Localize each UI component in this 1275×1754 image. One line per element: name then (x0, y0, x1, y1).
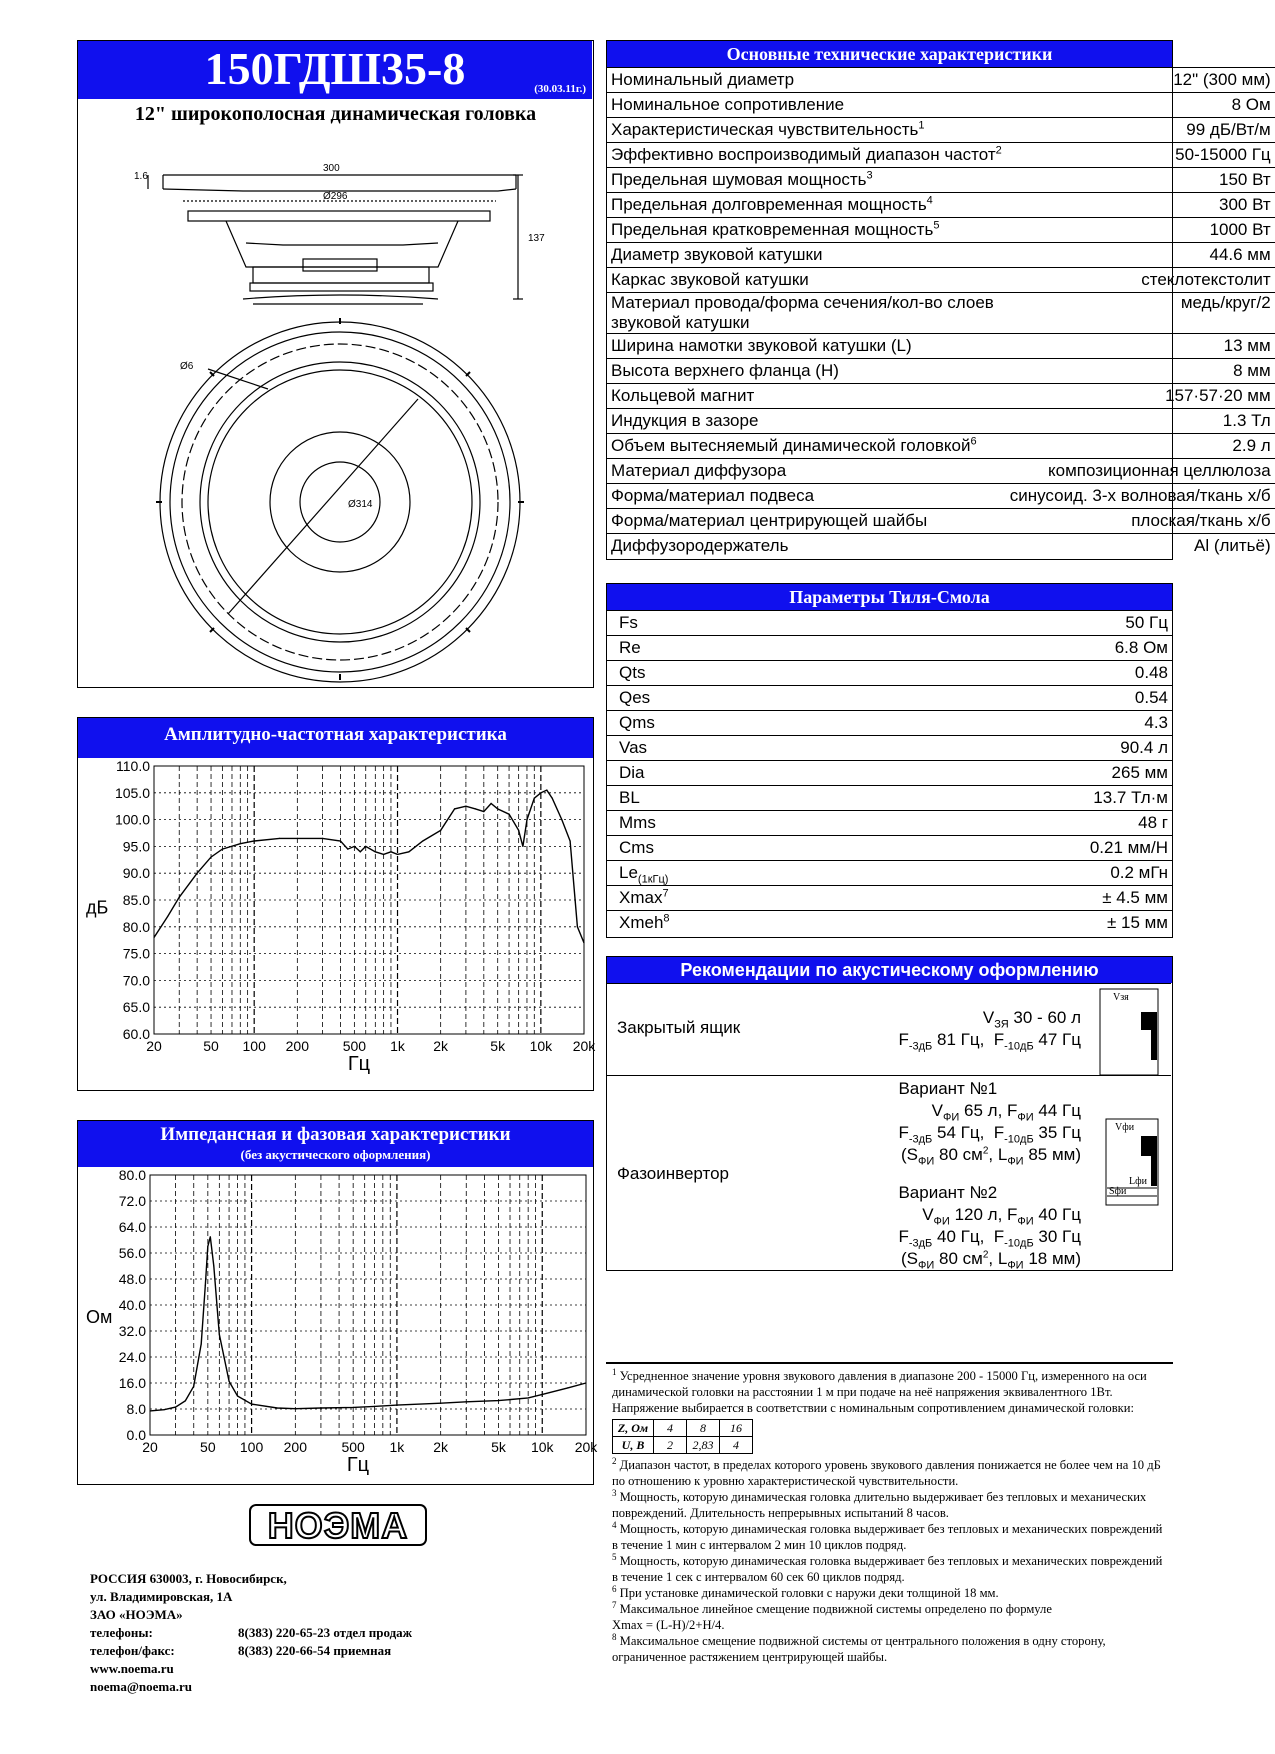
ts-value: 50 Гц (853, 611, 1172, 636)
data-point (440, 1403, 441, 1404)
svg-text:Sфи: Sфи (1109, 1186, 1127, 1197)
fr-title: Амплитудно-частотная характеристика (78, 718, 593, 758)
spec-row (607, 534, 1275, 559)
y-tick-label: 48.0 (118, 1271, 146, 1287)
x-tick-label: 5k (490, 1038, 506, 1054)
data-point (297, 838, 298, 839)
spec-value: 150 Вт (1006, 168, 1275, 193)
data-point (465, 806, 466, 807)
spec-label: Предельная долговременная мощность$^4$ (607, 193, 1006, 218)
data-point (365, 846, 366, 847)
y-tick-label: 100.0 (114, 811, 150, 828)
data-point (219, 1334, 220, 1335)
contact-company: ЗАО «НОЭМА» (90, 1607, 183, 1622)
spec-row (607, 359, 1275, 384)
spec-label: Кольцевой магнит (607, 384, 1006, 409)
ts-row (607, 836, 1172, 861)
y-tick-label: 8.0 (126, 1401, 146, 1417)
specs-table (607, 67, 1275, 558)
ts-row (607, 786, 1172, 811)
data-point (254, 840, 255, 841)
ts-label: Qes (607, 686, 853, 711)
ts-row (607, 886, 1172, 911)
spec-value: стеклотекстолит (1006, 268, 1275, 293)
footnote-5: $^5$ Мощность, которую динамическая головка выдерживает без тепловых и механических повреждений в течение 1 сек с интервалом 60 сек 60 циклов подряд. (612, 1551, 1163, 1584)
y-tick-label: 64.0 (118, 1219, 146, 1235)
logo-text: НОЭМА (267, 1505, 409, 1546)
ts-row (607, 911, 1172, 936)
model-date: (30.03.11г.) (534, 83, 586, 95)
data-point (175, 1406, 176, 1407)
ts-row (607, 636, 1172, 661)
y-tick-label: 0.0 (126, 1427, 146, 1443)
y-tick-label: 60.0 (122, 1026, 150, 1042)
data-point (149, 1410, 150, 1411)
x-tick-label: 5k (491, 1439, 506, 1455)
x-tick-label: 100 (239, 1439, 264, 1455)
contact-phone: телефоны: 8(383) 220-65-23 отдел продаж (90, 1625, 413, 1640)
spec-label: Ширина намотки звуковой катушки (L) (607, 334, 1006, 359)
contact-fax: телефон/факс: 8(383) 220-66-54 приемная (90, 1643, 392, 1658)
spec-row (607, 459, 1275, 484)
data-point (522, 846, 523, 847)
y-tick-label: 65.0 (122, 999, 150, 1016)
y-tick-label: 56.0 (118, 1245, 146, 1261)
spec-label: Предельная кратковременная мощность$^5$ (607, 218, 1006, 243)
y-tick-label: 105.0 (114, 784, 150, 801)
spec-row (607, 68, 1275, 93)
x-tick-label: 20k (572, 1038, 596, 1054)
footnote-1: $^1$ Усредненное значение уровня звукового давления в диапазоне 200 - 15000 Гц, измеренного на оси динамической головки на расстоянии 1 м при подаче на неё напряжения эквивалентного 1Вт. Напряжение выбирается в соответствии с номинальным сопротивлением динамической головки: (612, 1366, 1147, 1415)
drawing-panel (77, 40, 594, 688)
y-tick-label: 40.0 (118, 1297, 146, 1313)
data-point (583, 942, 584, 943)
ts-label: Cms (607, 836, 853, 861)
data-point (542, 1394, 543, 1395)
spec-label: Высота верхнего фланца (H) (607, 359, 1006, 384)
bass-reflex-icon (1105, 1118, 1159, 1208)
data-point (360, 851, 361, 852)
voltage-table: Z, Ом 4 8 16 U, В 2 2,83 4 (612, 1419, 753, 1454)
spec-row (607, 243, 1275, 268)
ts-label: Vas (607, 736, 853, 761)
data-point (193, 1386, 194, 1387)
closed-box-freq: $F_{-3дБ}$ 81 Гц, $F_{-10дБ}$ 47 Гц (898, 1030, 1081, 1053)
imp-subtitle: (без акустического оформления) (240, 1147, 431, 1162)
ts-value: 0.48 (853, 661, 1172, 686)
ts-value: ± 4.5 мм (853, 886, 1172, 911)
data-series-line (154, 790, 584, 943)
dim-hole: Ø6 (180, 361, 194, 372)
spec-value: плоская/ткань х/б (1006, 509, 1275, 534)
y-tick-label: 110.0 (116, 758, 150, 774)
footnote-2: $^2$ Диапазон частот, в пределах которого уровень звукового давления понижается не более чем на 10 дБ по отношению к уровню характеристической чувствительности. (612, 1455, 1161, 1488)
contact-address-1: РОССИЯ 630003, г. Новосибирск, (90, 1571, 287, 1586)
ts-value: 6.8 Ом (853, 636, 1172, 661)
x-tick-label: 1k (389, 1439, 405, 1455)
model-title: 150ГДШ35-8 (204, 43, 466, 94)
data-point (570, 840, 571, 841)
y-tick-label: 85.0 (122, 892, 150, 908)
ts-value: 4.3 (853, 711, 1172, 736)
bass-reflex-section (607, 1075, 1171, 1270)
ts-value: 0.21 мм/Н (853, 836, 1172, 861)
data-point (240, 843, 241, 844)
data-point (340, 840, 341, 841)
svg-text:Vфи: Vфи (1115, 1122, 1135, 1133)
spec-row (607, 334, 1275, 359)
data-point (491, 803, 492, 804)
ts-row (607, 611, 1172, 636)
imp-title: Импедансная и фазовая характеристики (160, 1124, 511, 1145)
x-tick-label: 2k (433, 1038, 449, 1054)
x-tick-label: 2k (433, 1439, 449, 1455)
y-tick-label: 95.0 (122, 838, 150, 855)
data-point (167, 915, 168, 916)
spec-row (607, 484, 1275, 509)
data-point (498, 1400, 499, 1401)
spec-label: Диаметр звуковой катушки (607, 243, 1006, 268)
ts-value: 265 мм (853, 761, 1172, 786)
data-point (577, 926, 578, 927)
contact-block (90, 1570, 510, 1696)
dim-height: 137 (528, 233, 545, 244)
x-tick-label: 200 (283, 1439, 308, 1455)
spec-row (607, 509, 1275, 534)
ts-row (607, 761, 1172, 786)
data-point (205, 1285, 206, 1286)
data-point (197, 873, 198, 874)
footnote-4: $^4$ Мощность, которую динамическая головка выдерживает без тепловых и механических повреждений в течение 1 мин с интервалом 2 мин 10 циклов подряд. (612, 1519, 1163, 1552)
spec-value: 157·57·20 мм (1006, 384, 1275, 409)
spec-row (607, 268, 1275, 293)
model-subtitle: 12" широкополосная динамическая головка (134, 103, 537, 125)
specs-title: Основные технические характеристики (607, 41, 1172, 67)
data-point (277, 1407, 278, 1408)
data-point (561, 819, 562, 820)
spec-value: 12" (300 мм) (1006, 68, 1275, 93)
data-point (546, 790, 547, 791)
data-point (475, 808, 476, 809)
data-point (497, 808, 498, 809)
imp-header (78, 1121, 593, 1167)
ts-value: 0.54 (853, 686, 1172, 711)
data-point (534, 798, 535, 799)
ts-label: Mms (607, 811, 853, 836)
svg-text:Lфи: Lфи (1129, 1176, 1147, 1187)
y-tick-label: 16.0 (118, 1375, 146, 1391)
spec-label: Предельная шумовая мощность$^3$ (607, 168, 1006, 193)
y-axis-label: дБ (86, 897, 109, 918)
data-point (422, 840, 423, 841)
data-point (153, 937, 154, 938)
spec-value: 8 мм (1006, 359, 1275, 384)
x-axis-label: Гц (346, 1454, 370, 1476)
footnote-3: $^3$ Мощность, которую динамическая головка длительно выдерживает без тепловых и механических повреждений. Длительность непрерывных испытаний 8 часов. (612, 1487, 1147, 1520)
spec-label: Объем вытесняемый динамической головкой$^6$ (607, 434, 1006, 459)
x-tick-label: 10k (530, 1439, 554, 1455)
y-tick-label: 90.0 (122, 865, 150, 882)
spec-row (607, 293, 1275, 334)
frequency-response-panel (77, 717, 594, 1091)
data-point (279, 838, 280, 839)
data-point (179, 897, 180, 898)
data-point (528, 1397, 529, 1398)
closed-box-section (607, 983, 1171, 1076)
y-tick-label: 32.0 (118, 1323, 146, 1339)
data-point (163, 1409, 164, 1410)
data-point (201, 1343, 202, 1344)
contact-email[interactable]: noema@noema.ru (90, 1679, 193, 1694)
spec-label: Номинальный диаметр (607, 68, 1006, 93)
variant-2: Вариант №2 $V_{ФИ}$ 120 л, $F_{ФИ}$ 40 Гц $F_{-3дБ}$ 40 Гц, $F_{-10дБ}$ 30 Гц ($S_{ФИ}$ 80 $см^2$, $L_{ФИ}$ 18 мм) (898, 1183, 1081, 1272)
spec-row (607, 143, 1275, 168)
spec-row (607, 193, 1275, 218)
ts-value: 90.4 л (853, 736, 1172, 761)
spec-value: Al (литьё) (1006, 534, 1275, 559)
impedance-panel (77, 1120, 598, 1485)
ts-label: Xmax$^7$ (607, 886, 853, 911)
spec-label: Индукция в зазоре (607, 409, 1006, 434)
closed-box-icon (1099, 988, 1159, 1076)
model-header (78, 41, 592, 99)
data-point (552, 798, 553, 799)
x-tick-label: 1k (390, 1038, 405, 1054)
x-tick-label: 500 (342, 1038, 367, 1054)
spec-label: Характеристическая чувствительность$^1$ (607, 118, 1006, 143)
ts-label: Qts (607, 661, 853, 686)
ts-title: Параметры Тиля-Смола (607, 584, 1172, 610)
data-point (295, 1408, 296, 1409)
data-point (508, 814, 509, 815)
data-point (237, 1395, 238, 1396)
ts-value: 13.7 Тл·м (853, 786, 1172, 811)
y-tick-label: 24.0 (118, 1349, 146, 1365)
y-tick-label: 80.0 (122, 918, 150, 935)
data-point (483, 811, 484, 812)
spec-value: 99 дБ/Вт/м (1006, 118, 1275, 143)
ts-label: Fs (607, 611, 853, 636)
ts-label: Xmeh$^8$ (607, 911, 853, 936)
x-tick-label: 100 (242, 1038, 266, 1054)
y-tick-label: 70.0 (122, 972, 150, 989)
spec-value: 300 Вт (1006, 193, 1275, 218)
ts-row (607, 711, 1172, 736)
specs-panel (606, 40, 1271, 560)
closed-box-volume: $V_{ЗЯ}$ 30 - 60 л (982, 1008, 1081, 1031)
data-point (567, 1387, 568, 1388)
data-point (518, 830, 519, 831)
spec-value: синусоид. 3-х волновая/ткань х/б (1006, 484, 1275, 509)
spec-value: 1000 Вт (1006, 218, 1275, 243)
data-point (213, 1265, 214, 1266)
data-point (222, 848, 223, 849)
spec-label: Каркас звуковой катушки (607, 268, 1006, 293)
ts-row (607, 736, 1172, 761)
svg-text:Vзя: Vзя (1113, 992, 1129, 1003)
spec-row (607, 384, 1275, 409)
speaker-drawing (78, 129, 592, 685)
spec-row (607, 168, 1275, 193)
data-point (354, 846, 355, 847)
x-tick-label: 20k (574, 1439, 598, 1455)
data-point (210, 857, 211, 858)
ts-row (607, 861, 1172, 886)
spec-value: 2.9 л (1006, 434, 1275, 459)
spec-label: Материал провода/форма сечения/кол-во слоев звуковой катушки (607, 293, 1006, 334)
ts-label: Qms (607, 711, 853, 736)
data-point (397, 854, 398, 855)
bass-reflex-label: Фазоинвертор (617, 1164, 730, 1183)
x-tick-label: 20 (146, 1038, 162, 1054)
ts-panel (606, 583, 1173, 938)
dim-phi: Ø296 (323, 191, 348, 202)
spec-label: Номинальное сопротивление (607, 93, 1006, 118)
data-point (526, 819, 527, 820)
data-point (396, 1405, 397, 1406)
spec-value: медь/круг/2 (1006, 293, 1275, 334)
ts-label: BL (607, 786, 853, 811)
frequency-response-chart (78, 758, 596, 1088)
ts-value: 48 г (853, 811, 1172, 836)
x-tick-label: 20 (142, 1439, 158, 1455)
footnote-6: $^6$ При установке динамической головки с наружи деки толщиной 18 мм. (612, 1583, 999, 1600)
spec-row (607, 118, 1275, 143)
spec-value: 13 мм (1006, 334, 1275, 359)
data-point (185, 1400, 186, 1401)
footnotes (612, 1368, 1168, 1665)
data-point (320, 1407, 321, 1408)
impedance-chart (78, 1167, 598, 1482)
data-point (228, 1381, 229, 1382)
data-point (540, 792, 541, 793)
footnote-8: $^8$ Максимальное смещение подвижной системы от центрального положения в одну сторону, ограниченное растяжением центрирующей шайбы. (612, 1631, 1106, 1664)
data-point (408, 851, 409, 852)
spec-label: Диффузородержатель (607, 534, 1006, 559)
y-tick-label: 80.0 (118, 1167, 146, 1183)
data-point (466, 1401, 467, 1402)
y-tick-label: 72.0 (118, 1193, 146, 1209)
data-point (390, 851, 391, 852)
spec-value: 8 Ом (1006, 93, 1275, 118)
x-tick-label: 500 (341, 1439, 365, 1455)
spec-value: композиционная целлюлоза (1006, 459, 1275, 484)
spec-row (607, 434, 1275, 459)
ts-row (607, 686, 1172, 711)
spec-value: 1.3 Тл (1006, 409, 1275, 434)
contact-address-2: ул. Владимировская, 1А (90, 1589, 233, 1604)
spec-label: Форма/материал подвеса (607, 484, 1006, 509)
data-point (383, 854, 384, 855)
data-point (375, 851, 376, 852)
rec-title: Рекомендации по акустическому оформлению (607, 957, 1172, 983)
dim-top: 300 (323, 163, 340, 174)
data-point (353, 1407, 354, 1408)
data-point (251, 1404, 252, 1405)
y-axis-label: Ом (86, 1307, 113, 1328)
noema-logo (248, 1503, 428, 1547)
data-point (440, 830, 441, 831)
data-point (585, 1382, 586, 1383)
ts-row (607, 811, 1172, 836)
footnotes-divider (606, 1362, 1173, 1364)
data-series-line (150, 1237, 586, 1411)
ts-value: ± 15 мм (853, 911, 1172, 936)
dim-left: 1.6 (134, 171, 148, 182)
ts-row (607, 661, 1172, 686)
x-tick-label: 50 (200, 1439, 216, 1455)
spec-value: 50-15000 Гц (1006, 143, 1275, 168)
closed-box-label: Закрытый ящик (617, 1018, 741, 1037)
spec-value: 44.6 мм (1006, 243, 1275, 268)
y-tick-label: 75.0 (122, 945, 150, 962)
spec-row (607, 409, 1275, 434)
x-tick-label: 50 (203, 1038, 219, 1054)
footnote-7: $^7$ Максимальное линейное смещение подвижной системы определено по формуле Xmax = (L-H)/2+H/4. (612, 1599, 1052, 1632)
variant-1: Вариант №1 $V_{ФИ}$ 65 л, $F_{ФИ}$ 44 Гц $F_{-3дБ}$ 54 Гц, $F_{-10дБ}$ 35 Гц ($S_{ФИ}$ 80 $см^2$, $L_{ФИ}$ 85 мм) (898, 1079, 1081, 1168)
x-axis-label: Гц (347, 1053, 371, 1075)
data-point (322, 838, 323, 839)
ts-value: 0.2 мГн (853, 861, 1172, 886)
data-point (374, 1406, 375, 1407)
data-point (454, 808, 455, 809)
spec-label: Форма/материал центрирующей шайбы (607, 509, 1006, 534)
data-point (210, 1236, 211, 1237)
ts-label: $Le_{(1кГц)}$ (607, 861, 853, 886)
spec-label: Эффективно воспроизводимый диапазон частот$^2$ (607, 143, 1006, 168)
data-point (347, 848, 348, 849)
ts-label: Re (607, 636, 853, 661)
data-point (207, 1246, 208, 1247)
rec-panel (606, 956, 1173, 1271)
spec-row (607, 218, 1275, 243)
x-tick-label: 200 (285, 1038, 310, 1054)
ts-label: Dia (607, 761, 853, 786)
ts-table (607, 610, 1172, 935)
contact-web[interactable]: www.noema.ru (90, 1661, 174, 1676)
spec-row (607, 93, 1275, 118)
spec-label: Материал диффузора (607, 459, 1006, 484)
x-tick-label: 10k (529, 1038, 553, 1054)
dim-inner: Ø314 (348, 499, 373, 510)
